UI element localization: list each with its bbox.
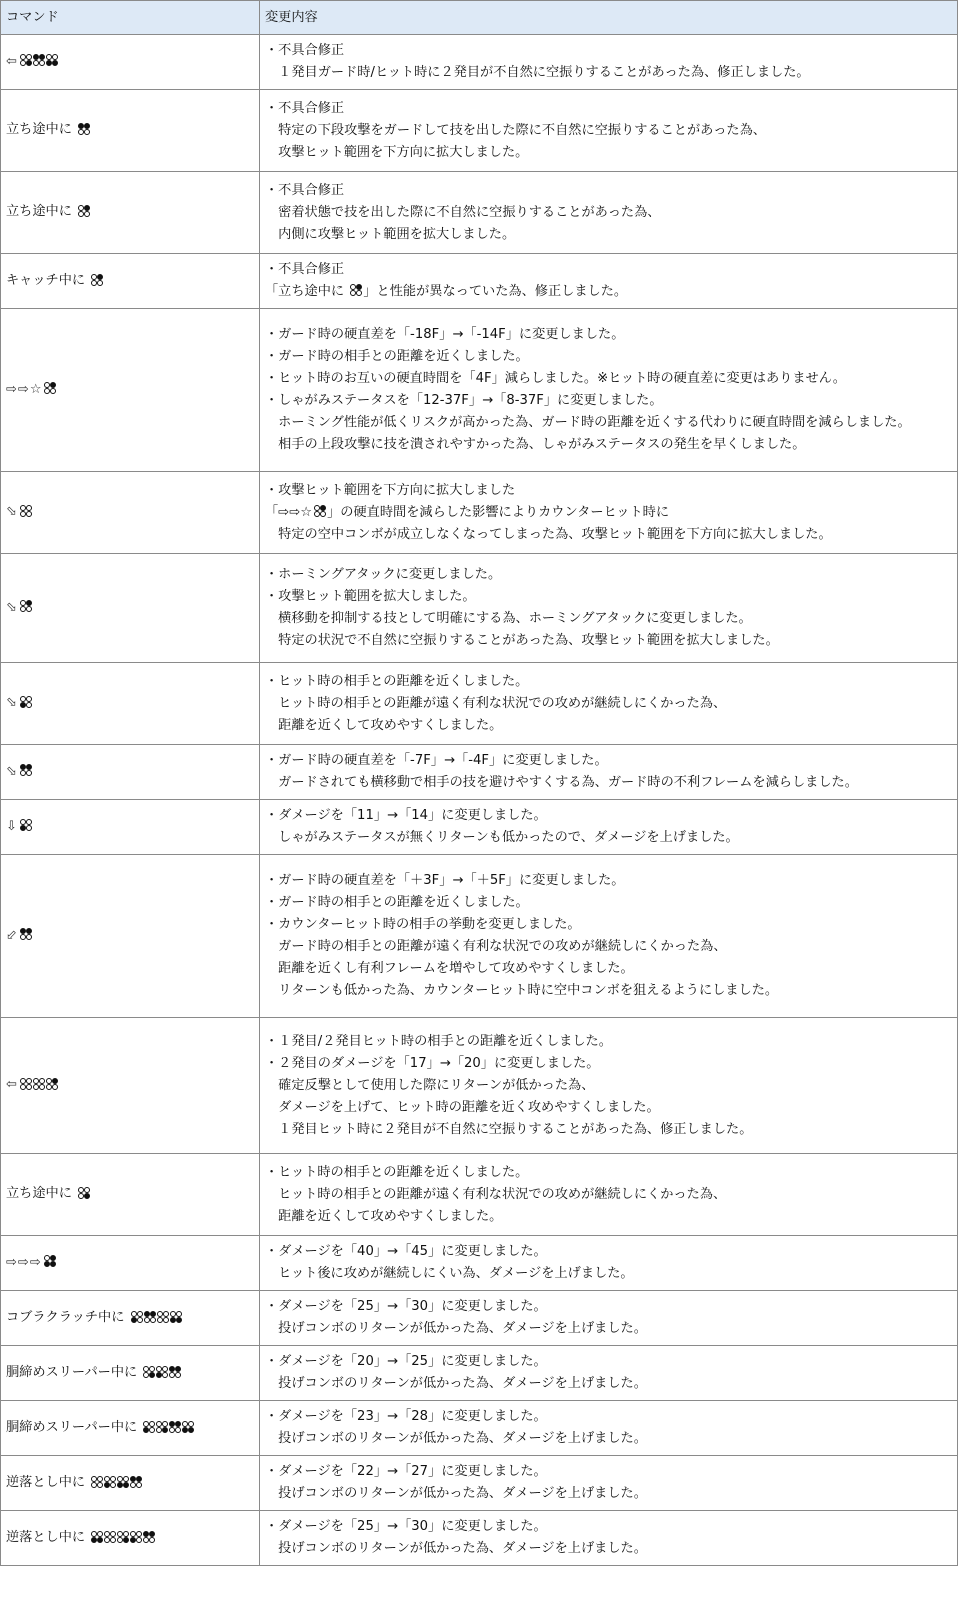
button-input-icon — [20, 928, 33, 941]
direction-arrow-icon: ⇨ — [6, 1254, 17, 1270]
change-description-cell — [260, 35, 958, 90]
direction-arrow-icon: ⇦ — [6, 53, 17, 69]
description-line: ・ガード時の硬直差を「-7F」→「-4F」に変更しました。 — [265, 753, 608, 768]
description-line: ・ヒット時の相手との距離を近くしました。 — [265, 673, 529, 689]
change-description-cell — [260, 1154, 958, 1236]
button-input-icon — [91, 1531, 104, 1544]
change-description-cell — [260, 1291, 958, 1346]
description-line: 特定の状況で不自然に空振りすることがあった為、攻撃ヒット範囲を拡大しました。 — [265, 633, 779, 648]
command-cell — [1, 554, 260, 663]
command-cell — [1, 800, 260, 855]
button-input-icon — [44, 1255, 57, 1268]
description-line: ・ダメージを「40」→「45」に変更しました。 — [265, 1244, 547, 1259]
change-description-cell — [260, 1511, 958, 1566]
command-text: 逆落とし中に — [6, 1529, 90, 1545]
description-line: ・ガード時の硬直差を「＋3F」→「＋5F」に変更しました。 — [265, 873, 625, 888]
button-input-group — [44, 1255, 57, 1268]
button-input-group — [143, 1366, 182, 1379]
description-line: 相手の上段攻撃に技を潰されやすかった為、しゃがみステータスの発生を早くしました。 — [265, 437, 806, 452]
button-input-group — [78, 123, 91, 136]
command-cell — [1, 1511, 260, 1566]
button-input-group — [20, 819, 33, 832]
change-description-cell — [260, 90, 958, 172]
description-line: 「⇨⇨☆ 」の硬直時間を減らした影響によりカウンターヒット時に — [265, 504, 670, 520]
table-row — [1, 1401, 958, 1456]
change-description-cell — [260, 309, 958, 472]
table-row — [1, 254, 958, 309]
change-description-cell — [260, 1401, 958, 1456]
command-text: 立ち途中に — [6, 122, 77, 137]
description-line: ・攻撃ヒット範囲を拡大しました。 — [265, 589, 476, 604]
table-row — [1, 554, 958, 663]
button-input-icon — [170, 1311, 183, 1324]
button-input-icon — [78, 123, 91, 136]
description-line: 密着状態で技を出した際に不自然に空振りすることがあった為、 — [265, 204, 661, 220]
button-input-icon — [143, 1421, 156, 1434]
description-line: ・不具合修正 — [265, 182, 345, 198]
change-description-cell — [260, 472, 958, 554]
change-description-cell — [260, 663, 958, 745]
table-row — [1, 1291, 958, 1346]
button-input-icon — [46, 1078, 59, 1091]
button-input-icon — [169, 1421, 182, 1434]
description-line: 横移動を抑制する技として明確にする為、ホーミングアタックに変更しました。 — [265, 611, 752, 626]
button-input-group — [20, 764, 33, 777]
header-row — [1, 1, 958, 35]
direction-arrow-icon: ⬃ — [6, 927, 17, 943]
description-line: 投げコンボのリターンが低かった為、ダメージを上げました。 — [265, 1486, 647, 1501]
command-cell — [1, 1346, 260, 1401]
description-line: ・ヒット時のお互いの硬直時間を「4F」減らしました。※ヒット時の硬直差に変更はありません。 — [265, 371, 846, 386]
button-input-group — [20, 1078, 59, 1091]
description-line: 「立ち途中に 」と性能が異なっていた為、修正しました。 — [265, 284, 628, 299]
description-line: ・ガード時の硬直差を「-18F」→「-14F」に変更しました。 — [265, 327, 625, 342]
change-description-cell — [260, 1456, 958, 1511]
button-input-icon — [91, 274, 104, 287]
table-row — [1, 90, 958, 172]
command-cell — [1, 35, 260, 90]
button-input-icon — [117, 1531, 130, 1544]
button-input-icon — [104, 1531, 117, 1544]
table-row — [1, 1018, 958, 1154]
direction-arrow-icon: ⇨ — [6, 381, 17, 397]
description-line: ・ヒット時の相手との距離を近くしました。 — [265, 1164, 529, 1180]
command-cell — [1, 745, 260, 800]
description-line: ・攻撃ヒット範囲を下方向に拡大しました — [265, 482, 516, 498]
button-input-group — [91, 274, 104, 287]
direction-arrow-icon: ⬂ — [6, 695, 17, 710]
command-cell — [1, 855, 260, 1018]
description-line: ・ガード時の相手との距離を近くしました。 — [265, 895, 529, 910]
table-row — [1, 855, 958, 1018]
button-input-icon — [91, 1476, 104, 1489]
description-line: ・しゃがみステータスを「12-37F」→「8-37F」に変更しました。 — [265, 393, 663, 408]
description-line: ・カウンターヒット時の相手の挙動を変更しました。 — [265, 917, 581, 932]
button-input-icon — [143, 1366, 156, 1379]
description-line: ・ダメージを「25」→「30」に変更しました。 — [265, 1519, 547, 1534]
description-line: 距離を近くして攻めやすくしました。 — [265, 717, 503, 733]
button-input-icon — [20, 1078, 33, 1091]
change-description-cell — [260, 1018, 958, 1154]
command-cell — [1, 254, 260, 309]
command-cell — [1, 1456, 260, 1511]
description-line: 投げコンボのリターンが低かった為、ダメージを上げました。 — [265, 1541, 647, 1556]
button-input-group — [20, 54, 59, 67]
button-input-icon — [20, 54, 33, 67]
button-input-icon — [20, 505, 33, 518]
button-input-icon — [130, 1476, 143, 1489]
button-input-group — [91, 1531, 156, 1544]
description-line: ヒット時の相手との距離が遠く有利な状況での攻めが継続しにくかった為、 — [265, 1186, 727, 1202]
description-line: ・１発目/２発目ヒット時の相手との距離を近くしました。 — [265, 1033, 612, 1049]
inline-button-group — [350, 284, 363, 297]
button-input-icon — [33, 1078, 46, 1091]
command-cell — [1, 1154, 260, 1236]
button-input-icon — [117, 1476, 130, 1489]
description-line: しゃがみステータスが無くリターンも低かったので、ダメージを上げました。 — [265, 830, 739, 845]
command-text: 胴締めスリーパー中に — [6, 1364, 142, 1380]
button-input-group — [20, 505, 33, 518]
button-input-icon — [78, 205, 91, 218]
table-row — [1, 1456, 958, 1511]
description-line: ホーミング性能が低くリスクが高かった為、ガード時の距離を近くする代わりに硬直時間を減らしました。 — [265, 415, 911, 430]
command-column-header: コマンド — [1, 1, 260, 35]
description-line: 確定反撃として使用した際にリターンが低かった為、 — [265, 1077, 595, 1093]
description-line: 特定の下段攻撃をガードして技を出した際に不自然に空振りすることがあった為、 — [265, 122, 766, 138]
button-input-icon — [78, 1187, 91, 1200]
description-line: ・ホーミングアタックに変更しました。 — [265, 567, 502, 582]
command-text: 立ち途中に — [6, 204, 77, 219]
description-line: ヒット後に攻めが継続しにくい為、ダメージを上げました。 — [265, 1266, 634, 1281]
description-line: ・ダメージを「20」→「25」に変更しました。 — [265, 1354, 547, 1369]
description-line: 特定の空中コンボが成立しなくなってしまった為、攻撃ヒット範囲を下方向に拡大しました。 — [265, 526, 832, 542]
description-line: 距離を近くして攻めやすくしました。 — [265, 1208, 503, 1224]
description-line: 投げコンボのリターンが低かった為、ダメージを上げました。 — [265, 1376, 647, 1391]
description-line: ・２発目のダメージを「17」→「20」に変更しました。 — [265, 1055, 600, 1071]
description-line: 投げコンボのリターンが低かった為、ダメージを上げました。 — [265, 1321, 647, 1336]
command-text: キャッチ中に — [6, 272, 90, 288]
description-line: ガードされても横移動で相手の技を避けやすくする為、ガード時の不利フレームを減らしました。 — [265, 775, 858, 790]
table-row — [1, 1346, 958, 1401]
command-cell — [1, 1018, 260, 1154]
button-input-group — [91, 1476, 143, 1489]
button-input-group — [143, 1421, 195, 1434]
button-input-icon — [20, 696, 33, 709]
description-line: ・不具合修正 — [265, 43, 345, 58]
table-row — [1, 1236, 958, 1291]
table-row — [1, 172, 958, 254]
inline-button-group — [314, 505, 327, 518]
direction-arrow-icon: ⬂ — [6, 599, 17, 615]
button-input-icon — [350, 284, 363, 297]
button-input-icon — [156, 1366, 169, 1379]
command-cell — [1, 172, 260, 254]
change-description-cell — [260, 855, 958, 1018]
description-line: １発目ヒット時に２発目が不自然に空振りすることがあった為、修正しました。 — [265, 1121, 753, 1137]
button-input-icon — [130, 1531, 143, 1544]
button-input-icon — [20, 819, 33, 832]
direction-arrow-icon: ⇩ — [6, 818, 17, 834]
description-line: 内側に攻撃ヒット範囲を拡大しました。 — [265, 226, 516, 242]
button-input-group — [44, 382, 57, 395]
command-cell — [1, 90, 260, 172]
direction-arrow-icon: ⬂ — [6, 504, 17, 519]
change-description-cell — [260, 254, 958, 309]
button-input-group — [78, 1187, 91, 1200]
button-input-icon — [314, 505, 327, 518]
button-input-icon — [131, 1311, 144, 1324]
description-line: 距離を近くし有利フレームを増やして攻めやすくしました。 — [265, 961, 634, 976]
description-line: 投げコンボのリターンが低かった為、ダメージを上げました。 — [265, 1431, 647, 1446]
table-row — [1, 800, 958, 855]
change-description-cell — [260, 1236, 958, 1291]
direction-arrow-icon: ⇨ — [17, 381, 29, 397]
description-line: ・不具合修正 — [265, 100, 345, 116]
direction-arrow-icon: ⬂ — [6, 763, 17, 779]
command-cell — [1, 663, 260, 745]
button-input-group — [20, 600, 33, 613]
description-line: ・ダメージを「25」→「30」に変更しました。 — [265, 1299, 547, 1314]
button-input-icon — [20, 600, 33, 613]
button-input-icon — [157, 1311, 170, 1324]
table-row — [1, 472, 958, 554]
description-line: １発目ガード時/ヒット時に２発目が不自然に空振りすることがあった為、修正しました。 — [265, 65, 810, 80]
command-cell — [1, 309, 260, 472]
description-line: 攻撃ヒット範囲を下方向に拡大しました。 — [265, 144, 529, 160]
description-line: ガード時の相手との距離が遠く有利な状況での攻めが継続しにくかった為、 — [265, 939, 727, 954]
description-line: ヒット時の相手との距離が遠く有利な状況での攻めが継続しにくかった為、 — [265, 695, 727, 711]
button-input-icon — [169, 1366, 182, 1379]
table-row — [1, 35, 958, 90]
change-description-cell — [260, 554, 958, 663]
button-input-icon — [182, 1421, 195, 1434]
button-input-icon — [144, 1311, 157, 1324]
table-row — [1, 1154, 958, 1236]
button-input-group — [78, 205, 91, 218]
change-description-cell — [260, 1346, 958, 1401]
table-row — [1, 309, 958, 472]
button-input-group — [20, 696, 33, 709]
command-cell — [1, 1236, 260, 1291]
table-row — [1, 663, 958, 745]
direction-arrow-icon: ⇨ — [17, 1254, 29, 1270]
command-cell — [1, 1291, 260, 1346]
description-line: ・ダメージを「11」→「14」に変更しました。 — [265, 808, 547, 823]
description-line: ・不具合修正 — [265, 262, 345, 277]
description-line: ・ダメージを「23」→「28」に変更しました。 — [265, 1409, 547, 1424]
command-cell — [1, 1401, 260, 1456]
change-description-cell — [260, 172, 958, 254]
direction-arrow-icon: ⇨ — [29, 1254, 41, 1270]
table-row — [1, 1511, 958, 1566]
direction-arrow-icon: ☆ — [29, 381, 42, 397]
changes-column-header: 変更内容 — [260, 1, 958, 35]
table-body — [1, 35, 958, 1566]
command-text: 胴締めスリーパー中に — [6, 1419, 142, 1435]
button-input-group — [131, 1311, 183, 1324]
button-input-icon — [33, 54, 46, 67]
command-text: 逆落とし中に — [6, 1474, 90, 1490]
description-line: ダメージを上げて、ヒット時の距離を近く攻めやすくしました。 — [265, 1099, 660, 1115]
button-input-icon — [104, 1476, 117, 1489]
command-text: コブラクラッチ中に — [6, 1309, 129, 1325]
button-input-group — [20, 928, 33, 941]
table-row — [1, 745, 958, 800]
button-input-icon — [44, 382, 57, 395]
button-input-icon — [46, 54, 59, 67]
description-line: リターンも低かった為、カウンターヒット時に空中コンボを狙えるようにしました。 — [265, 983, 779, 998]
direction-arrow-icon: ⇦ — [6, 1077, 17, 1092]
button-input-icon — [156, 1421, 169, 1434]
description-line: ・ガード時の相手との距離を近くしました。 — [265, 349, 529, 364]
change-description-cell — [260, 800, 958, 855]
command-cell — [1, 472, 260, 554]
command-text: 立ち途中に — [6, 1186, 77, 1201]
button-input-icon — [143, 1531, 156, 1544]
change-description-cell — [260, 745, 958, 800]
description-line: ・ダメージを「22」→「27」に変更しました。 — [265, 1464, 547, 1479]
button-input-icon — [20, 764, 33, 777]
